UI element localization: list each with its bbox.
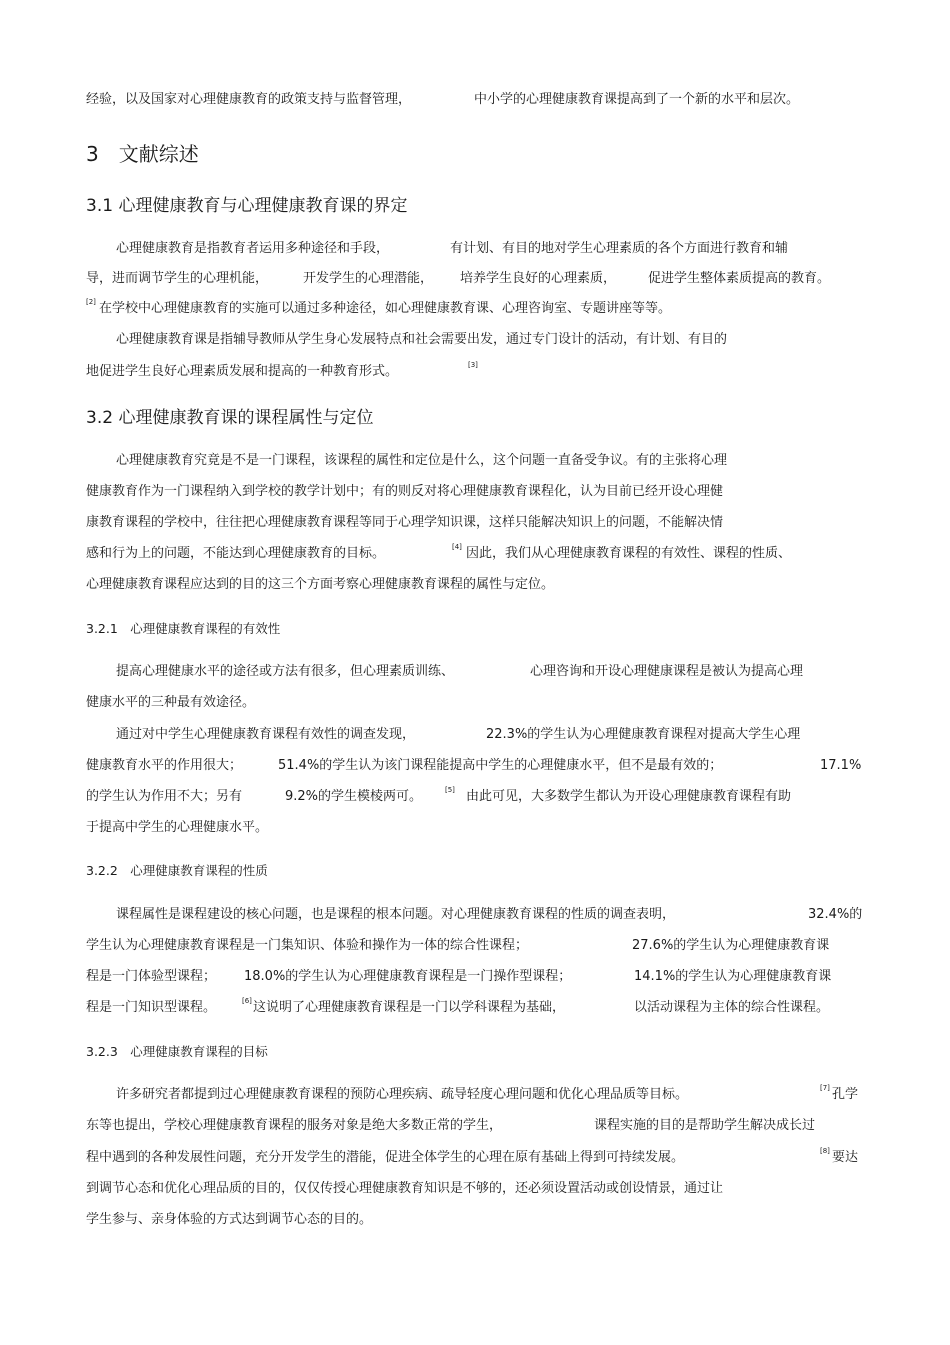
citation-ref: [2] [86,298,96,306]
paragraph-line: 心理健康教育课是指辅导教师从学生身心发展特点和社会需要出发，通过专门设计的活动，有计划、有目的 [116,332,728,347]
paragraph-line: 心理健康教育究竟是不是一门课程，该课程的属性和定位是什么，这个问题一直备受争议。有的主张将心理 [116,453,728,468]
citation-ref: [5] [445,786,455,794]
citation-ref: [7] [820,1084,830,1092]
paragraph-line: 健康教育作为一门课程纳入到学校的教学计划中；有的则反对将心理健康教育课程化，认为目前已经开设心理健 [86,484,724,499]
citation-ref: [3] [468,361,478,369]
paragraph-line: 课程实施的目的是帮助学生解决成长过 [594,1118,816,1133]
paragraph-line: 要达 [832,1150,859,1165]
paragraph-line: 程是一门知识型课程。 [86,1000,217,1015]
paragraph-line: 的学生认为作用不大；另有 [86,789,243,804]
paragraph-line: 有计划、有目的地对学生心理素质的各个方面进行教育和辅 [450,241,789,256]
paragraph-line: 9.2%的学生模棱两可。 [285,789,423,804]
paragraph-line: 经验，以及国家对心理健康教育的政策支持与监督管理， [86,92,412,107]
paragraph-line: 32.4%的 [808,907,863,922]
paragraph-line: 提高心理健康水平的途径或方法有很多，但心理素质训练、 [116,664,455,679]
paragraph-line: 27.6%的学生认为心理健康教育课 [632,938,830,953]
paragraph-line: 14.1%的学生认为心理健康教育课 [634,969,832,984]
citation-ref: [6] [242,997,252,1005]
subsubsection-heading: 3.2.3 心理健康教育课程的目标 [86,1044,268,1059]
paragraph-line: 健康水平的三种最有效途径。 [86,695,256,710]
paragraph-line: 17.1% [820,758,862,773]
paragraph-line: 程是一门体验型课程； [86,969,217,984]
paragraph-line: 导，进而调节学生的心理机能， [86,271,269,286]
subsection-heading: 3.1 心理健康教育与心理健康教育课的界定 [86,196,408,216]
paragraph-line: 到调节心态和优化心理品质的目的，仅仅传授心理健康教育知识是不够的，还必须设置活动或创设情景，通过让 [86,1181,724,1196]
paragraph-line: 心理健康教育课程应达到的目的这三个方面考察心理健康教育课程的属性与定位。 [86,577,555,592]
paragraph-line: 通过对中学生心理健康教育课程有效性的调查发现， [116,727,416,742]
paragraph-line: 在学校中心理健康教育的实施可以通过多种途径，如心理健康教育课、心理咨询室、专题讲座等等。 [99,301,672,316]
paragraph-line: 促进学生整体素质提高的教育。 [648,271,831,286]
paragraph-line: 培养学生良好的心理素质， [460,271,617,286]
paragraph-line: 东等也提出，学校心理健康教育课程的服务对象是绝大多数正常的学生， [86,1118,503,1133]
paragraph-line: 感和行为上的问题，不能达到心理健康教育的目标。 [86,546,386,561]
paragraph-line: 由此可见，大多数学生都认为开设心理健康教育课程有助 [466,789,792,804]
paragraph-line: 于提高中学生的心理健康水平。 [86,820,269,835]
paragraph-line: 课程属性是课程建设的核心问题，也是课程的根本问题。对心理健康教育课程的性质的调查表明， [116,907,676,922]
paragraph-line: 51.4%的学生认为该门课程能提高中学生的心理健康水平，但不是最有效的； [278,758,723,773]
paragraph-line: 学生参与、亲身体验的方式达到调节心态的目的。 [86,1212,373,1227]
section-heading: 3 文献综述 [86,142,199,166]
paragraph-line: 地促进学生良好心理素质发展和提高的一种教育形式。 [86,364,399,379]
citation-ref: [4] [452,543,462,551]
paragraph-line: 健康教育水平的作用很大； [86,758,243,773]
paragraph-line: 以活动课程为主体的综合性课程。 [634,1000,830,1015]
citation-ref: [8] [820,1147,830,1155]
paragraph-line: 这说明了心理健康教育课程是一门以学科课程为基础， [253,1000,566,1015]
paragraph-line: 学生认为心理健康教育课程是一门集知识、体验和操作为一体的综合性课程； [86,938,529,953]
paragraph-line: 孔学 [832,1087,859,1102]
paragraph-line: 程中遇到的各种发展性问题，充分开发学生的潜能，促进全体学生的心理在原有基础上得到可持续发展。 [86,1150,685,1165]
paragraph-line: 中小学的心理健康教育课提高到了一个新的水平和层次。 [474,92,800,107]
paragraph-line: 18.0%的学生认为心理健康教育课程是一门操作型课程； [244,969,572,984]
paragraph-line: 许多研究者都提到过心理健康教育课程的预防心理疾病、疏导轻度心理问题和优化心理品质等目标。 [116,1087,689,1102]
paragraph-line: 因此，我们从心理健康教育课程的有效性、课程的性质、 [466,546,792,561]
paragraph-line: 心理咨询和开设心理健康课程是被认为提高心理 [530,664,804,679]
subsubsection-heading: 3.2.2 心理健康教育课程的性质 [86,863,268,878]
paragraph-line: 开发学生的心理潜能， [303,271,434,286]
paragraph-line: 心理健康教育是指教育者运用多种途径和手段， [116,241,390,256]
paragraph-line: 22.3%的学生认为心理健康教育课程对提高大学生心理 [486,727,801,742]
paragraph-line: 康教育课程的学校中，往往把心理健康教育课程等同于心理学知识课，这样只能解决知识上的问题，不能解决情 [86,515,724,530]
subsubsection-heading: 3.2.1 心理健康教育课程的有效性 [86,621,281,636]
subsection-heading: 3.2 心理健康教育课的课程属性与定位 [86,408,374,428]
